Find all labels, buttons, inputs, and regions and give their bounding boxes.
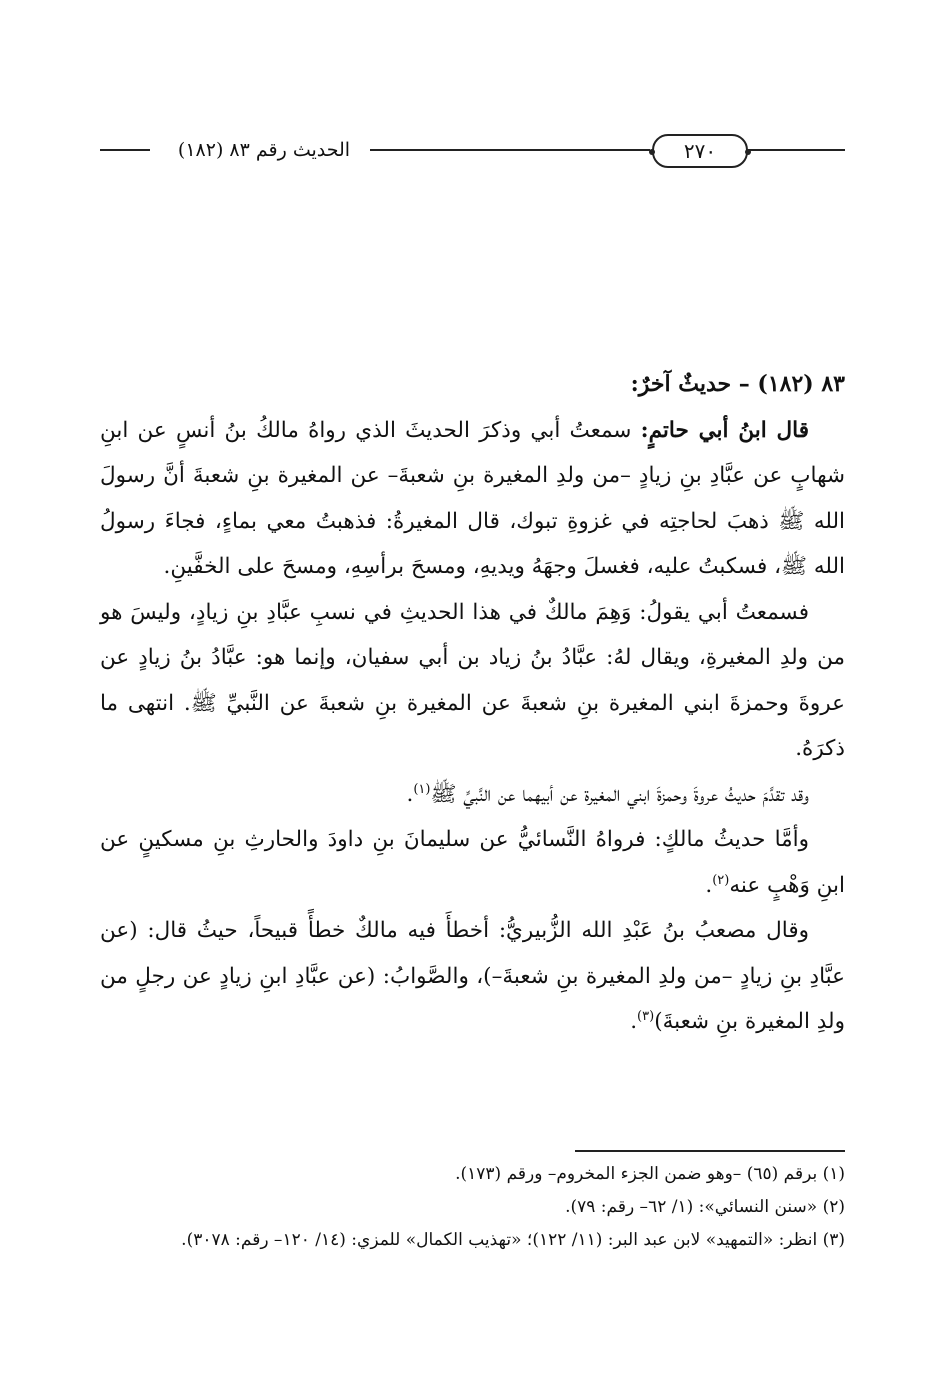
paragraph-3-text: وقد تقدَّمَ حديثُ عروةَ وحمزةَ ابني المغيرة عن أبيهما عن النَّبيِّ ﷺ bbox=[430, 781, 809, 807]
paragraph-3 bbox=[100, 772, 845, 818]
paragraph-4-end: . bbox=[705, 872, 713, 898]
paragraph-5-text: وقال مصعبُ بنُ عَبْدِ الله الزُّبيريُّ: أخطأَ فيه مالكٌ خطأً قبيحاً، حيثُ قال: (عن عبَّادِ بنِ زيادٍ –من ولدِ المغيرة بنِ شعبةَ–)، والصَّوابُ: (عن عبَّادِ ابنِ زيادٍ عن رجلٍ من ولدِ المغيرة بنِ شعبةَ) bbox=[100, 918, 845, 1034]
running-header bbox=[100, 130, 845, 170]
footnotes bbox=[100, 1158, 845, 1257]
header-rule-left bbox=[100, 149, 150, 151]
main-text bbox=[100, 362, 845, 1045]
running-title: الحديث رقم ٨٣ (١٨٢) bbox=[177, 139, 351, 161]
footnote-ref-1: (١) bbox=[413, 781, 431, 797]
paragraph-1-text: سمعتُ أبي وذكرَ الحديثَ الذي رواهُ مالكُ بنُ أنسٍ عن ابنِ شهابٍ عن عبَّادِ بنِ زيادٍ –من ولدِ المغيرة بنِ شعبةَ– عن المغيرة بنِ شعبةَ أنَّ رسولَ الله ﷺ ذهبَ لحاجتِه في غزوةِ تبوك، قال المغيرةُ: فذهبتُ معي بماءٍ، فجاءَ رسولُ الله ﷺ، فسكبتُ عليه، فغسلَ وجهَهُ ويديهِ، ومسحَ برأسِهِ، ومسحَ على الخفَّينِ. bbox=[100, 417, 845, 579]
paragraph-4 bbox=[100, 817, 845, 908]
footnote-ref-3: (٣) bbox=[637, 1008, 655, 1024]
footnote-1: (١) برقم (٦٥) –وهو ضمن الجزء المخروم– ورقم (١٧٣). bbox=[455, 1164, 845, 1184]
hadith-heading bbox=[100, 362, 845, 408]
header-rule-right bbox=[748, 149, 845, 151]
footnote-3: (٣) انظر: «التمهيد» لابن عبد البر: (١١/ ١٢٢)؛ «تهذيب الكمال» للمزي: (١٤/ ١٢٠– رقم: ٣٠٧٨). bbox=[181, 1230, 845, 1250]
page-number-text: ٢٧٠ bbox=[683, 139, 717, 163]
paragraph-4-text: وأمَّا حديثُ مالكٍ: فرواهُ النَّسائيُّ عن سليمانَ بنِ داودَ والحارثِ بنِ مسكينٍ عن ابنِ وَهْبٍ عنه bbox=[100, 827, 845, 898]
hadith-heading-text: ٨٣ (١٨٢) – حديثٌ آخرٌ: bbox=[630, 371, 845, 397]
header-rule-middle bbox=[370, 149, 650, 151]
paragraph-3-end: . bbox=[406, 781, 414, 807]
paragraph-5 bbox=[100, 908, 845, 1045]
footnote-ref-2: (٢) bbox=[712, 872, 730, 888]
page-number bbox=[652, 134, 748, 168]
paragraph-1 bbox=[100, 408, 845, 590]
footnote-2: (٢) «سنن النسائي»: (١/ ٦٢– رقم: ٧٩). bbox=[565, 1197, 845, 1217]
footnote-separator bbox=[575, 1150, 845, 1152]
paragraph-1-lead: قال ابنُ أبي حاتمٍ: bbox=[640, 417, 810, 443]
paragraph-5-end: . bbox=[630, 1009, 638, 1034]
paragraph-2: فسمعتُ أبي يقولُ: وَهِمَ مالكٌ في هذا الحديثِ في نسبِ عبَّادِ بنِ زيادٍ، وليسَ هو من ولدِ المغيرةِ، ويقال لهُ: عبَّادُ بنُ زياد بن أبي سفيان، وإنما هو: عبَّادُ بنُ زيادٍ عن عروةَ وحمزةَ ابني المغيرة بنِ شعبةَ عن المغيرة بنِ شعبةَ عن النَّبيِّ ﷺ. انتهى ما ذكرَهُ. bbox=[100, 599, 845, 761]
